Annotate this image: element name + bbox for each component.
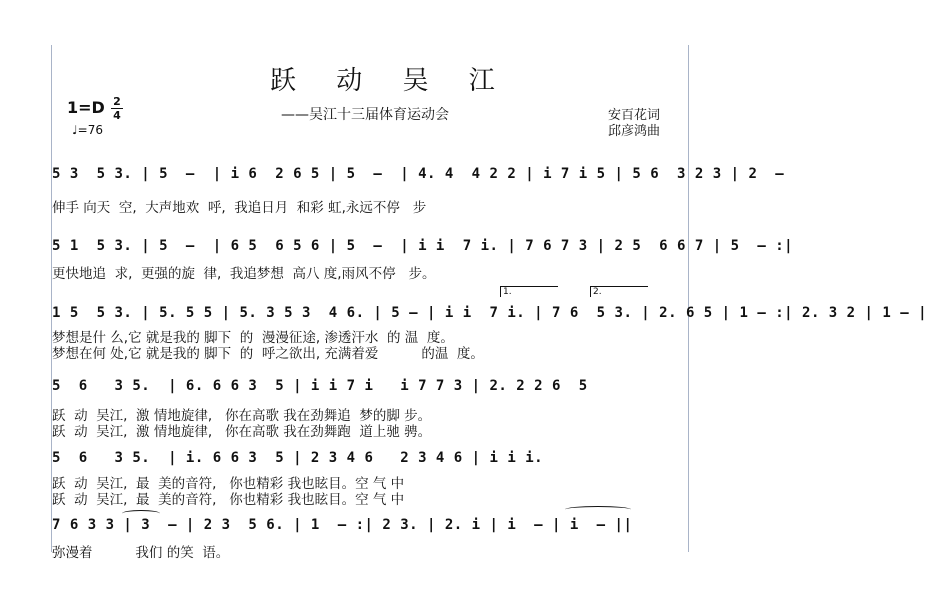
tempo-marking: ♩=76 [72, 123, 103, 137]
lyrics-line-4b: 跃 动 吴江, 激 情地旋律, 你在高歌 我在劲舞跑 道上驰 骋。 [52, 424, 432, 440]
song-subtitle: ——吴江十三届体育运动会 [281, 107, 449, 123]
song-title: 跃 动 吴 江 [270, 66, 511, 96]
lyrics-line-3b: 梦想在何 处,它 就是我的 脚下 的 呼之欲出, 充满着爱 的温 度。 [52, 346, 484, 362]
lyrics-line-4a: 跃 动 吴江, 激 情地旋律, 你在高歌 我在劲舞追 梦的脚 步。 [52, 408, 432, 424]
notation-line-4: 5 6 3 5. | 6. 6 6 3 5 | i i 7 i i 7 7 3 | 2. 2 2 6 5 [52, 378, 588, 394]
lyrics-line-5a: 跃 动 吴江, 最 美的音符, 你也精彩 我也眩目。空 气 中 [52, 476, 405, 492]
lyrics-line-2: 更快地追 求, 更强的旋 律, 我追梦想 高八 度,雨风不停 步。 [52, 266, 436, 282]
lyricist-credit: 安百花词 [608, 108, 661, 123]
lyrics-line-5b: 跃 动 吴江, 最 美的音符, 你也精彩 我也眩目。空 气 中 [52, 492, 405, 508]
notation-line-1: 5 3 5 3. | 5 – | i 6 2 6 5 | 5 – | 4. 4 4 2 2 | i 7 i 5 | 5 6 3 2 3 | 2 – [52, 166, 785, 182]
notation-line-3: 1 5 5 3. | 5. 5 5 | 5. 3 5 3 4 6. | 5 – | i i 7 i. | 7 6 5 3. | 2. 6 5 | 1 – :| 2. 3 2 | 1 – | [52, 305, 927, 321]
lyrics-line-6: 弥漫着 我们 的笑 语。 [52, 545, 230, 561]
time-sig-top: 2 [113, 95, 121, 108]
slur-arc [122, 510, 160, 517]
lyrics-line-1: 伸手 向天 空, 大声地欢 呼, 我追日月 和彩 虹,永远不停 步 [52, 200, 427, 216]
volta-2: 2. [590, 286, 648, 297]
notation-line-6: 7 6 3 3 | 3 – | 2 3 5 6. | 1 – :| 2 3. | 2. i | i – | i – || [52, 517, 633, 533]
notation-line-2: 5 1 5 3. | 5 – | 6 5 6 5 6 | 5 – | i i 7 i. | 7 6 7 3 | 2 5 6 6 7 | 5 – :| [52, 238, 794, 254]
composer-credit: 邱彦鸿曲 [608, 124, 661, 139]
time-signature [111, 96, 123, 121]
notation-line-5: 5 6 3 5. | i. 6 6 3 5 | 2 3 4 6 2 3 4 6 | i i i. [52, 450, 544, 466]
key-signature: 1=D [67, 98, 105, 117]
lyrics-line-3a: 梦想是什 么,它 就是我的 脚下 的 漫漫征途, 渗透汗水 的 温 度。 [52, 330, 454, 346]
volta-1: 1. [500, 286, 558, 297]
tie-arc [565, 506, 631, 513]
time-sig-bottom: 4 [113, 109, 121, 122]
